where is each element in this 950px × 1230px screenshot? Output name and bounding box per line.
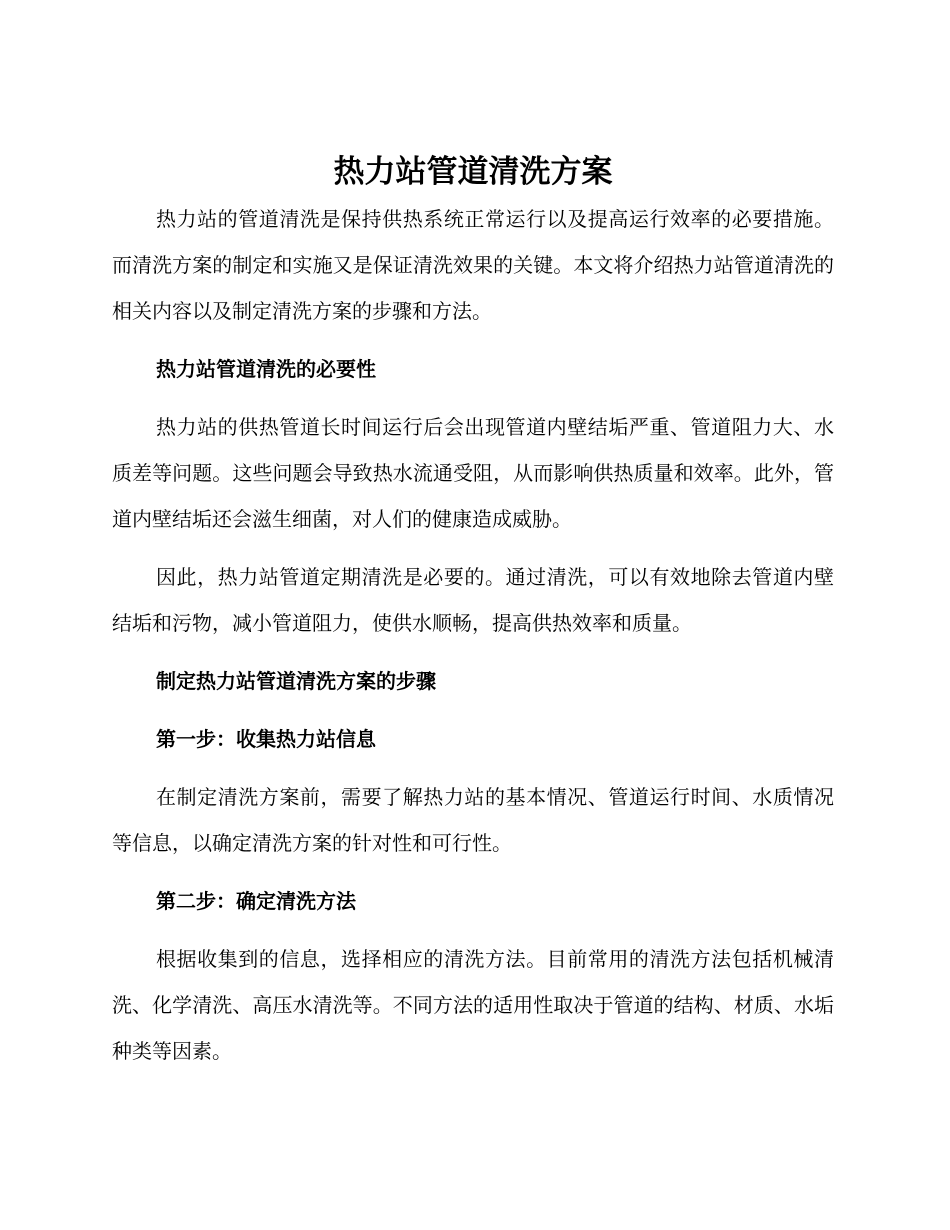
step2-paragraph: 根据收集到的信息，选择相应的清洗方法。目前常用的清洗方法包括机械清洗、化学清洗、高压水清洗等。不同方法的适用性取决于管道的结构、材质、水垢种类等因素。 xyxy=(112,947,834,1063)
document-page xyxy=(112,150,834,1086)
step1-heading: 第一步：收集热力站信息 xyxy=(156,727,376,751)
section-heading-necessity: 热力站管道清洗的必要性 xyxy=(156,357,376,381)
intro-paragraph: 热力站的管道清洗是保持供热系统正常运行以及提高运行效率的必要措施。而清洗方案的制定和实施又是保证清洗效果的关键。本文将介绍热力站管道清洗的相关内容以及制定清洗方案的步骤和方法。 xyxy=(112,207,834,323)
section-heading-steps: 制定热力站管道清洗方案的步骤 xyxy=(156,669,436,693)
necessity-paragraph-1: 热力站的供热管道长时间运行后会出现管道内壁结垢严重、管道阻力大、水质差等问题。这些问题会导致热水流通受阻，从而影响供热质量和效率。此外，管道内壁结垢还会滋生细菌，对人们的健康造成威胁。 xyxy=(112,415,834,531)
step2-heading: 第二步：确定清洗方法 xyxy=(156,889,356,913)
necessity-paragraph-2: 因此，热力站管道定期清洗是必要的。通过清洗，可以有效地除去管道内壁结垢和污物，减小管道阻力，使供水顺畅，提高供热效率和质量。 xyxy=(112,565,834,635)
document-title: 热力站管道清洗方案 xyxy=(333,154,613,190)
step1-paragraph: 在制定清洗方案前，需要了解热力站的基本情况、管道运行时间、水质情况等信息，以确定清洗方案的针对性和可行性。 xyxy=(112,785,834,855)
